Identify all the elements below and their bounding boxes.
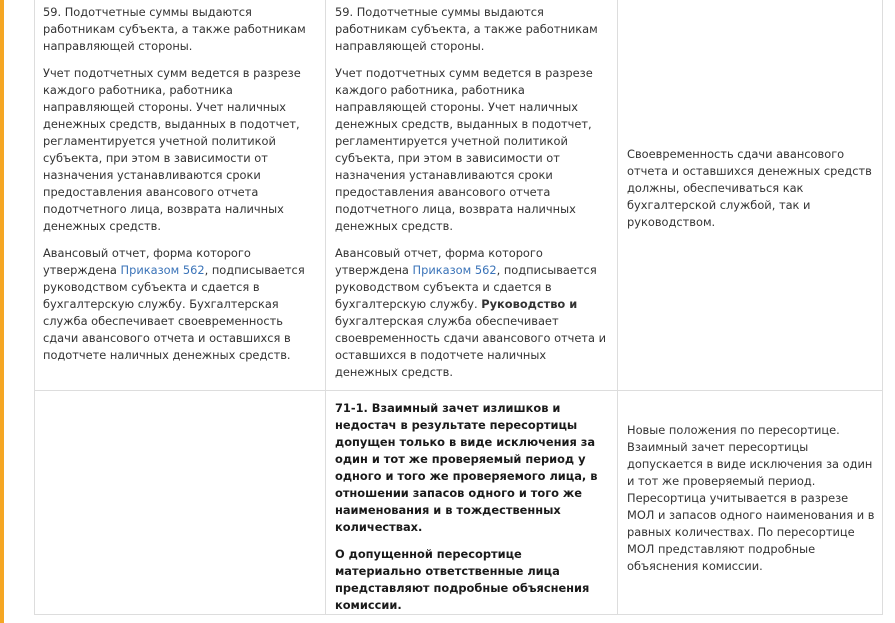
- row1-col1-cell: [43, 4, 319, 364]
- row1-col3-cell: [627, 146, 873, 231]
- row1-col2-p3-tail: бухгалтерская служба обеспечивает своевременность сдачи авансового отчета и оставшихся в подотчете наличных денежных средств.: [335, 314, 607, 379]
- row1-col1-paragraph-2: Учет подотчетных сумм ведется в разрезе каждого работника, работника направляющей стороны. Учет наличных денежных средств, выданных в подотчет, регламентируется учетной политикой субъекта, при этом в зависимости от назначения устанавливаются сроки предоставления авансового отчета подотчетного лица, возврата наличных денежных средств.: [43, 66, 301, 233]
- row1-col2-paragraph-2: Учет подотчетных сумм ведется в разрезе каждого работника, работника направляющей стороны. Учет наличных денежных средств, выданных в подотчет, регламентируется учетной политикой субъекта, при этом в зависимости от назначения устанавливаются сроки предоставления авансового отчета подотчетного лица, возврата наличных денежных средств.: [335, 66, 593, 233]
- row1-col1-paragraph-3: [43, 245, 319, 364]
- row1-col1-p3-tail: , подписывается руководством субъекта и сдается в бухгалтерскую службу. Бухгалтерская служба обеспечивает своевременность сдачи авансового отчета и оставшихся в подотчете наличных денежных средств.: [43, 263, 305, 362]
- row-divider: [35, 390, 882, 391]
- row1-col1-paragraph-1: 59. Подотчетные суммы выдаются работникам субъекта, а также работникам направляющей стороны.: [43, 5, 306, 53]
- prikaz-562-link[interactable]: Приказом 562: [120, 263, 205, 277]
- row1-col2-cell: [335, 4, 611, 381]
- column-divider: [617, 0, 618, 614]
- row1-col2-p3-bold: Руководство и: [481, 297, 578, 311]
- row1-col2-paragraph-1: 59. Подотчетные суммы выдаются работникам субъекта, а также работникам направляющей стороны.: [335, 5, 598, 53]
- row2-col2-cell: [335, 400, 605, 614]
- accent-bar: [0, 0, 4, 623]
- row1-col2-paragraph-3: [335, 245, 611, 381]
- row2-col2-paragraph-2: О допущенной пересортице материально ответственные лица представляют подробные объяснения комиссии.: [335, 547, 590, 612]
- row1-col2-p3-text: Авансовый отчет, форма которого утверждена: [335, 246, 543, 277]
- column-divider: [325, 0, 326, 614]
- prikaz-562-link[interactable]: Приказом 562: [412, 263, 497, 277]
- row2-col3-cell: [627, 422, 877, 575]
- row1-col2-p3-middle: , подписывается руководством субъекта и сдается в бухгалтерскую службу.: [335, 263, 597, 311]
- row1-col3-paragraph-1: Своевременность сдачи авансового отчета и оставшихся денежных средств должны, обеспечиваться как бухгалтерской службой, так и руководством.: [627, 147, 872, 229]
- row2-col3-paragraph-1: Новые положения по пересортице. Взаимный зачет пересортицы допускается в виде исключения за один и тот же проверяемый период. Пересортица учитывается в разрезе МОЛ и запасов одного наименования и в равных количествах. По пересортице МОЛ представляют подробные объяснения комиссии.: [627, 423, 875, 573]
- row2-col2-paragraph-1: 71-1. Взаимный зачет излишков и недостач в результате пересортицы допущен только в виде исключения за один и тот же проверяемый период у одного и того же проверяемого лица, в отношении запасов одного и того же наименования и в тождественных количествах.: [335, 401, 598, 534]
- comparison-table: [34, 0, 883, 615]
- row1-col1-p3-text: Авансовый отчет, форма которого утверждена: [43, 246, 251, 277]
